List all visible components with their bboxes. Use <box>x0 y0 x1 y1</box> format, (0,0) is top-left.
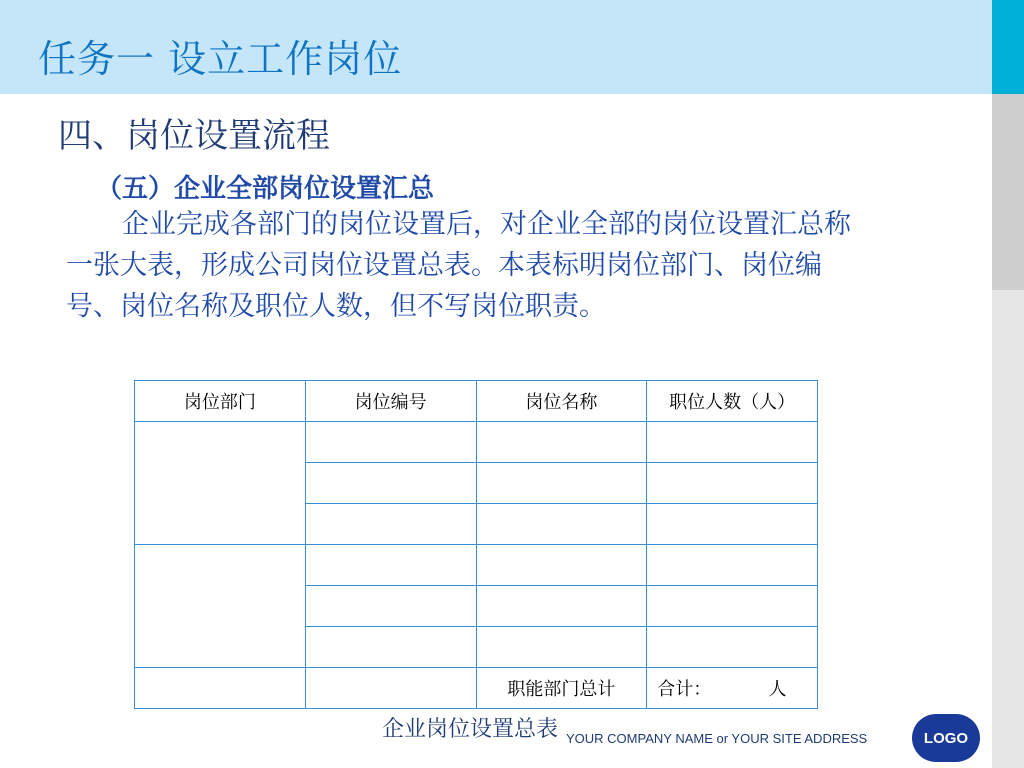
position-summary-table <box>134 380 818 709</box>
table-cell <box>305 586 476 627</box>
table-cell <box>647 463 818 504</box>
table-cell-department <box>135 545 306 668</box>
table-cell <box>476 545 647 586</box>
side-gray-bar <box>992 94 1024 290</box>
table-cell <box>305 668 476 709</box>
side-light-bar <box>992 290 1024 768</box>
table-cell <box>476 504 647 545</box>
table-cell <box>476 586 647 627</box>
logo-text: LOGO <box>923 729 969 747</box>
table-cell <box>476 422 647 463</box>
table-caption: 企业岗位设置总表 <box>382 717 559 742</box>
logo <box>912 714 980 762</box>
table-cell <box>476 463 647 504</box>
table-cell <box>305 545 476 586</box>
slide-title: 任务一 设立工作岗位 <box>38 37 403 81</box>
table-cell <box>305 504 476 545</box>
subheading: （五）企业全部岗位设置汇总 <box>96 174 435 204</box>
table-cell <box>647 504 818 545</box>
table-cell <box>476 627 647 668</box>
table-cell <box>647 422 818 463</box>
table-cell-department <box>135 422 306 545</box>
table-row <box>135 422 818 463</box>
header-position-name: 岗位名称 <box>476 381 647 422</box>
header-department: 岗位部门 <box>135 381 306 422</box>
table-summary-row <box>135 668 818 709</box>
table-cell <box>305 463 476 504</box>
header-headcount: 职位人数（人） <box>647 381 818 422</box>
table-header-row <box>135 381 818 422</box>
table-row <box>135 545 818 586</box>
summary-label: 职能部门总计 <box>476 668 647 709</box>
total-value: 合计： 人 <box>647 668 818 709</box>
footer-company-text: YOUR COMPANY NAME or YOUR SITE ADDRESS <box>566 731 868 746</box>
table-cell <box>135 668 306 709</box>
table-cell <box>305 627 476 668</box>
body-paragraph: 企业完成各部门的岗位设置后，对企业全部的岗位设置汇总称一张大表，形成公司岗位设置总表。本表标明岗位部门、岗位编号、岗位名称及职位人数，但不写岗位职责。 <box>66 209 851 322</box>
header-position-code: 岗位编号 <box>305 381 476 422</box>
table-cell <box>647 627 818 668</box>
table-cell <box>305 422 476 463</box>
table-cell <box>647 545 818 586</box>
side-accent-bar <box>992 0 1024 94</box>
section-heading: 四、岗位设置流程 <box>58 116 330 156</box>
table-cell <box>647 586 818 627</box>
